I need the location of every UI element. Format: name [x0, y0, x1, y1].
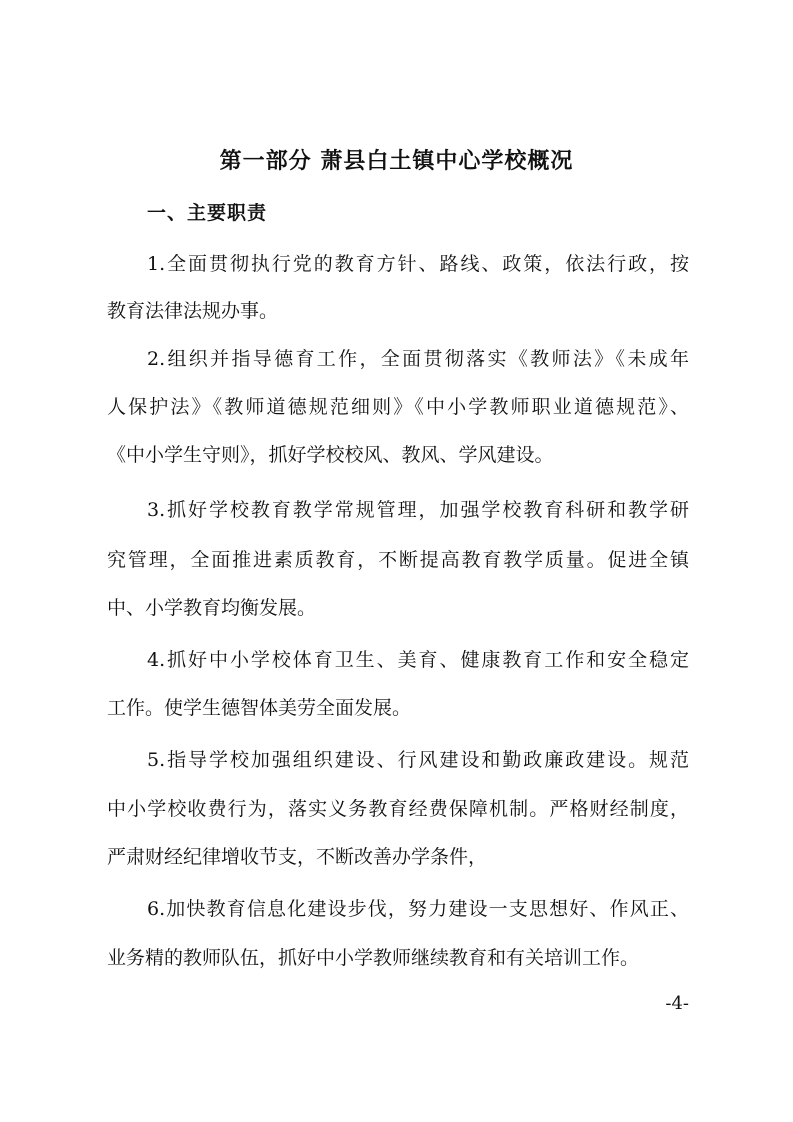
paragraph-line: 4.抓好中小学校体育卫生、美育、健康教育工作和安全稳定: [147, 649, 689, 671]
paragraph-line: 究管理，全面推进素质教育，不断提高教育教学质量。促进全镇: [107, 549, 689, 571]
paragraph-line: 3.抓好学校教育教学常规管理，加强学校教育科研和教学研: [147, 499, 689, 521]
paragraph-line: 中、小学教育均衡发展。: [107, 597, 317, 619]
paragraph-line: 教育法律法规办事。: [107, 300, 279, 322]
paragraph-line: 2.组织并指导德育工作，全面贯彻落实《教师法》《未成年: [147, 348, 689, 370]
page-number: -4-: [665, 993, 689, 1014]
paragraph-line: 工作。使学生德智体美劳全面发展。: [107, 697, 412, 719]
paragraph-line: 人保护法》《教师道德规范细则》《中小学教师职业道德规范》、: [107, 396, 689, 418]
paragraph-line: 1.全面贯彻执行党的教育方针、路线、政策，依法行政，按: [147, 253, 689, 275]
paragraph-line: 严肃财经纪律增收节支，不断改善办学条件，: [107, 846, 488, 868]
page-title: 第一部分 萧县白土镇中心学校概况: [219, 149, 574, 174]
paragraph-line: 《中小学生守则》，抓好学校校风、教风、学风建设。: [107, 444, 554, 466]
paragraph-line: 业务精的教师队伍，抓好中小学教师继续教育和有关培训工作。: [107, 947, 640, 969]
section-heading: 一、主要职责: [147, 202, 268, 224]
paragraph-line: 5.指导学校加强组织建设、行风建设和勤政廉政建设。规范: [147, 749, 689, 771]
paragraph-line: 6.加快教育信息化建设步伐，努力建设一支思想好、作风正、: [147, 898, 689, 920]
paragraph-line: 中小学校收费行为，落实义务教育经费保障机制。严格财经制度，: [107, 798, 689, 820]
